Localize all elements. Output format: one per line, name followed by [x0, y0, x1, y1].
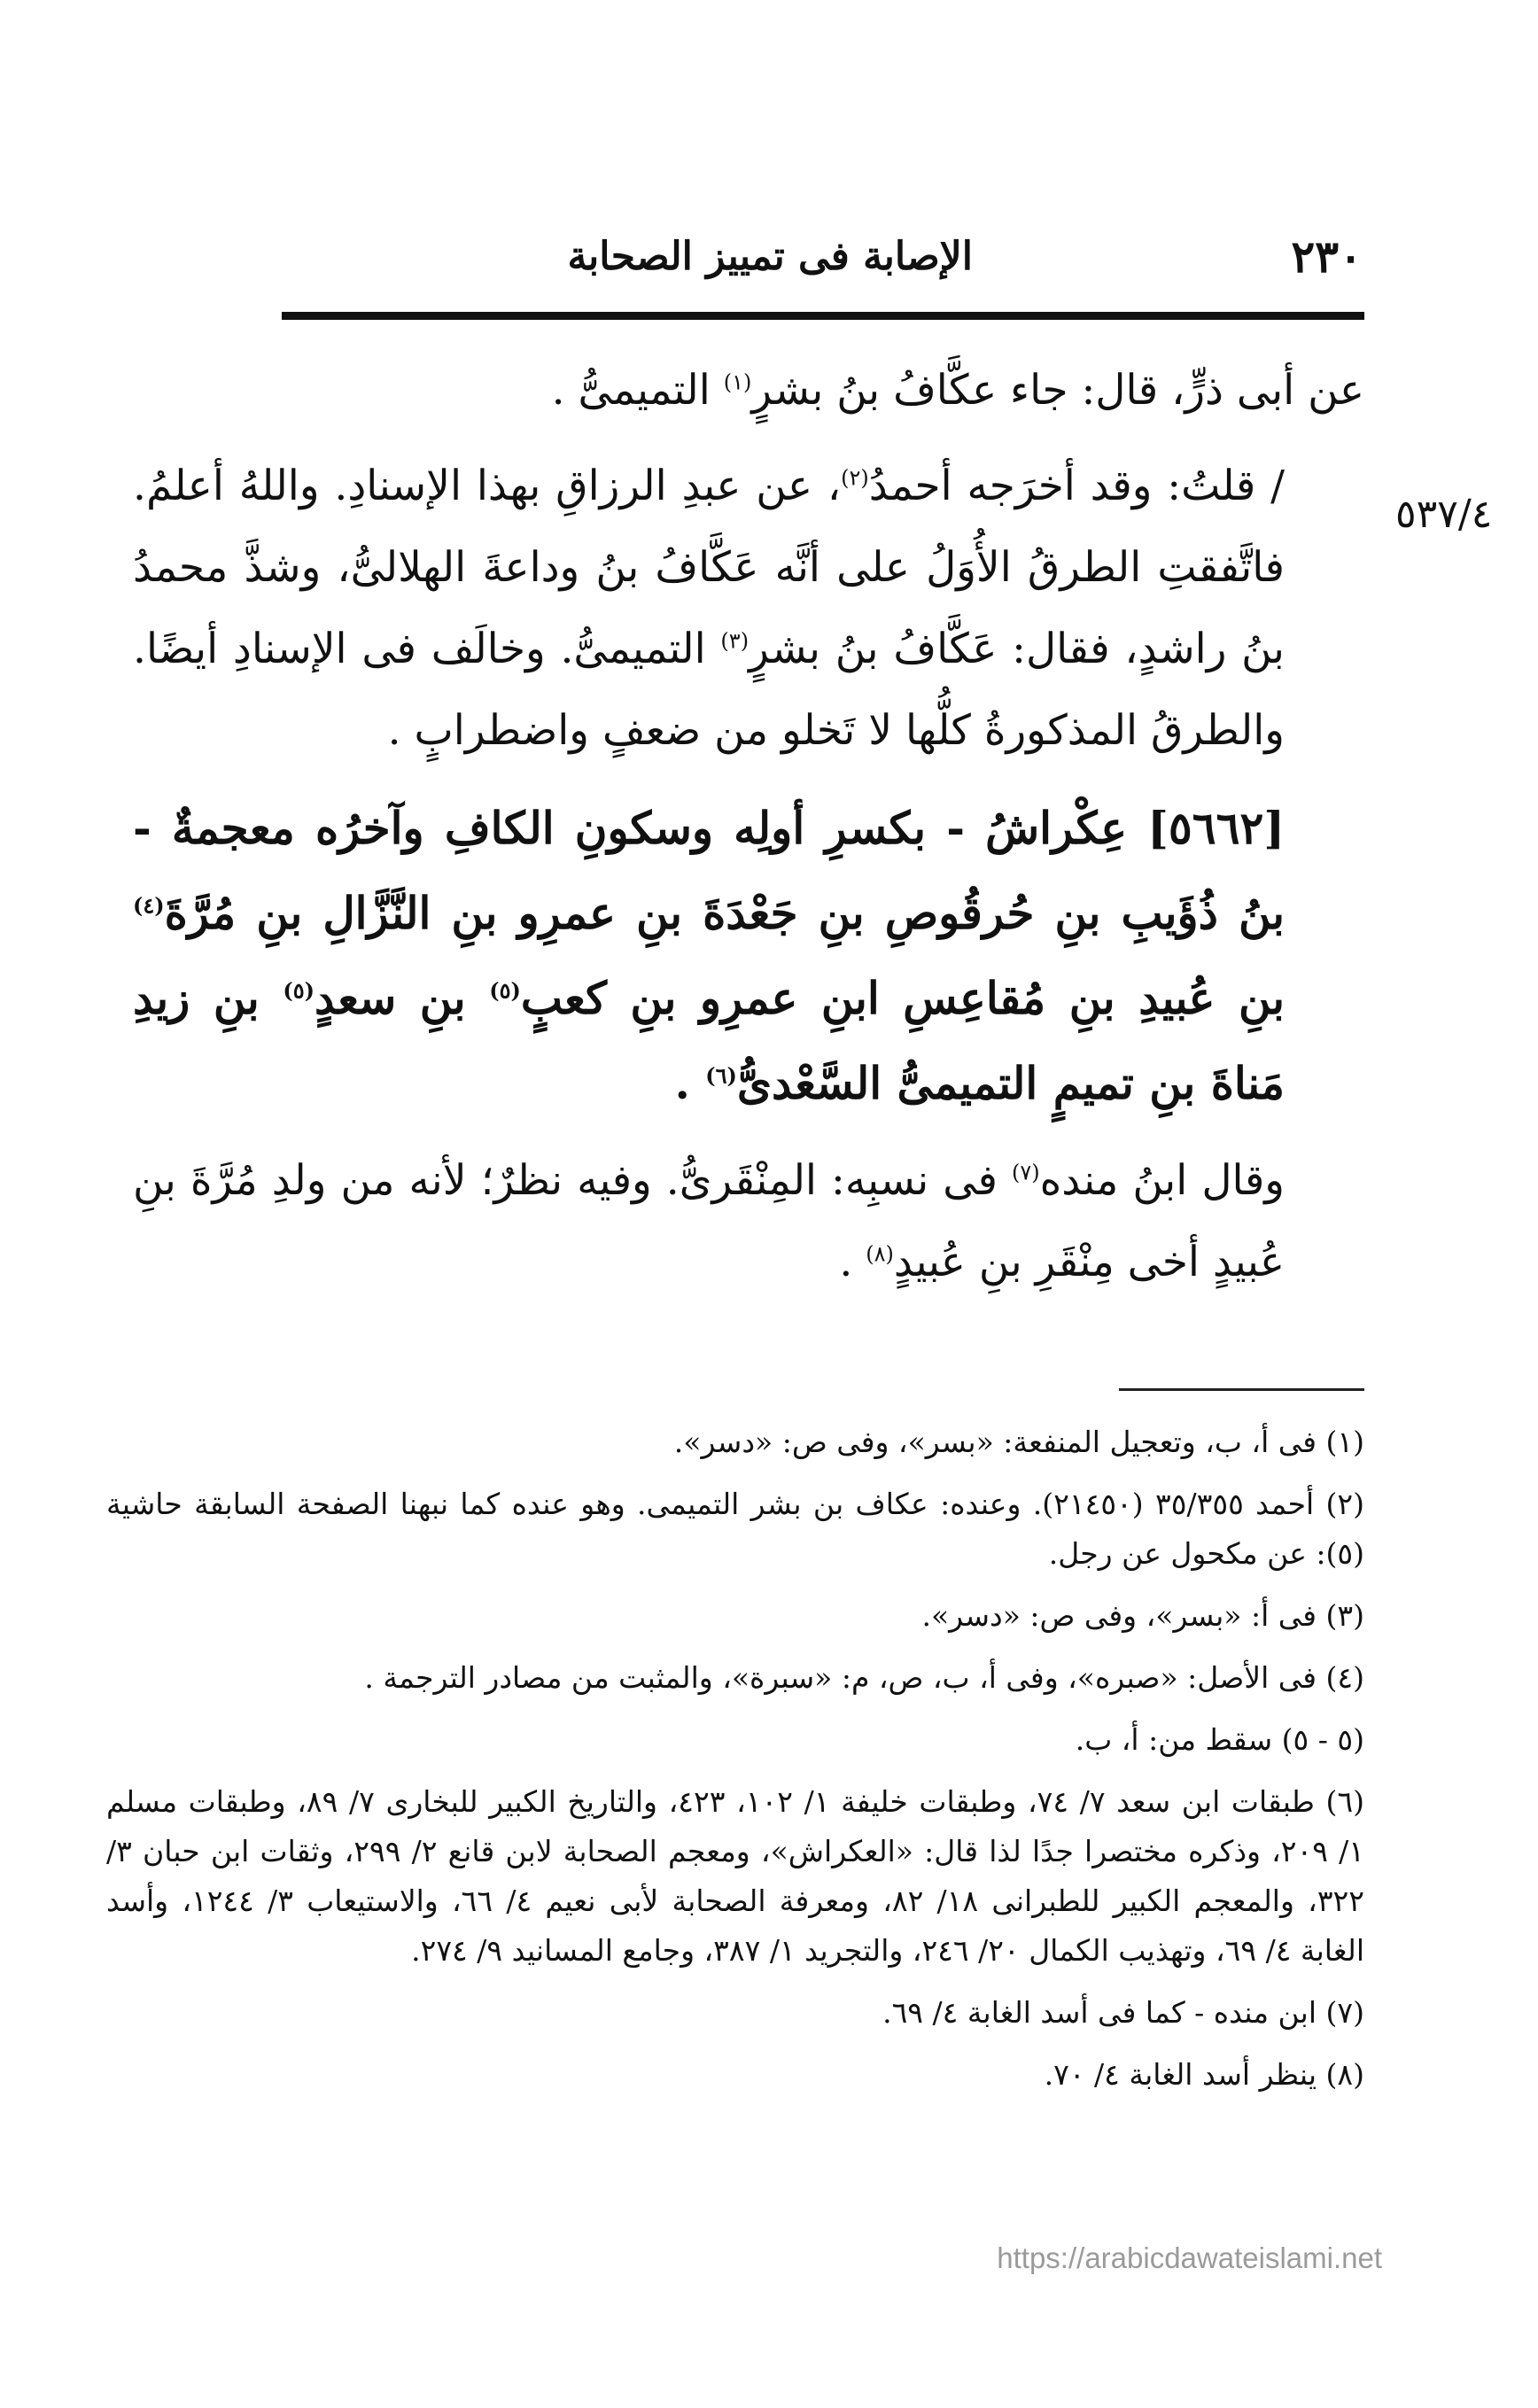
footnote-2: (٢) أحمد ٣٥/٣٥٥ (٢١٤٥٠). وعنده: عكاف بن بشر التميمى. وهو عنده كما نبهنا الصفحة السابقة حاشية (٥): عن مكحول عن رجل.	[106, 1487, 1364, 1571]
footnote-6: (٦) طبقات ابن سعد ٧/ ٧٤، وطبقات خليفة ١/ ١٠٢، ٤٢٣، والتاريخ الكبير للبخارى ٧/ ٨٩، وطبقات مسلم ١/ ٢٠٩، وذكره مختصرا جدًا لذا قال: «العكراش»، ومعجم الصحابة لابن قانع ٢/ ٢٩٩، وثقات ابن حبان ٣/ ٣٢٢، والمعجم الكبير للطبرانى ١٨/ ٨٢، ومعرفة الصحابة لأبى نعيم ٤/ ٦٦، والاستيعاب ٣/ ١٢٤٤، وأسد الغابة ٤/ ٦٩، وتهذيب الكمال ٢٠/ ٢٤٦، والتجريد ١/ ٣٨٧، وجامع المسانيد ٩/ ٢٧٤.	[106, 1784, 1365, 1968]
text-run: بنِ عُبيدِ بنِ مُقاعِسِ ابنِ عمرِو بنِ كعبٍ	[520, 972, 1285, 1024]
footnote-ref: (٧)	[1012, 1160, 1040, 1185]
text-run: التميمىُّ .	[551, 366, 724, 415]
footnote-4: (٤) فى الأصل: «صبره»، وفى أ، ب، ص، م: «سبرة»، والمثبت من مصادر الترجمة .	[364, 1660, 1364, 1695]
biography-entry-heading	[133, 786, 1364, 1126]
footnote-ref: (٦)	[705, 1062, 737, 1089]
text-run: ، عن عبدِ الرزاقِ بهذا الإسنادِ. واللهُ أعلمُ. فاتَّفقتِ الطرقُ الأُوَلُ على أنَّه عَكَّافُ بنُ وداعةَ الهلالىُّ، وشذَّ محمدُ بنُ راشدٍ، فقال: عَكَّافُ بنُ بشرٍ	[133, 462, 1285, 673]
footnote-5: (٥ - ٥) سقط من: أ، ب.	[1075, 1722, 1364, 1757]
text-run: التميمىُّ. وخالَف فى الإسنادِ أيضًا. والطرقُ المذكورةُ كلُّها لا تَخلو من ضعفٍ واضطرابٍ .	[133, 625, 1285, 755]
paragraph-comment	[133, 446, 1364, 772]
footnote-ref: (٢)	[841, 465, 869, 491]
watermark-url: https://arabicdawateislami.net	[997, 2241, 1382, 2274]
paragraph-hadith-end	[133, 350, 1364, 431]
footnote-7: (٧) ابن منده - كما فى أسد الغابة ٤/ ٦٩.	[882, 1995, 1364, 2030]
text-run: فى نسبِه: المِنْقَرىُّ. وفيه نظرٌ؛ لأنه من ولدِ مُرَّةَ بنِ عُبيدٍ أخى مِنْقَرِ بنِ عُبيدٍ	[133, 1156, 1285, 1286]
main-text	[133, 350, 1364, 1303]
footnote-ref: (٥)	[283, 977, 315, 1004]
footnote-1: (١) فى أ، ب، وتعجيل المنفعة: «بسر»، وفى ص: «دسر».	[673, 1425, 1364, 1459]
text-run: / قلتُ: وقد أخرَجه أحمدُ	[868, 462, 1285, 510]
text-run: وقال ابنُ منده	[1039, 1156, 1285, 1205]
footnote-8: (٨) ينظر أسد الغابة ٤/ ٧٠.	[1044, 2057, 1364, 2092]
text-run: عن أبى ذرٍّ، قال: جاء عكَّافُ بنُ بشرٍ	[751, 366, 1364, 415]
book-title: الإصابة فى تمييز الصحابة	[567, 234, 973, 279]
footnote-ref: (٣)	[720, 628, 750, 654]
page-header	[282, 230, 1363, 284]
text-run: بنِ زيدِ مَناةَ بنِ تميمٍ التميمىُّ السَّعْدىُّ	[133, 972, 1285, 1109]
margin-reference: ٥٣٧/٤	[1395, 492, 1493, 537]
text-run: .	[839, 1238, 866, 1286]
footnote-3: (٣) فى أ: «بسر»، وفى ص: «دسر».	[921, 1598, 1364, 1633]
footnote-ref: (٨)	[866, 1241, 894, 1267]
text-run: [٥٦٦٢] عِكْراشُ - بكسرِ أولِه وسكونِ الكافِ وآخرُه معجمةٌ - بنُ ذُؤَيبِ بنِ حُرقُوصِ بنِ جَعْدَةَ بنِ عمرِو بنِ النَّزَّالِ بنِ مُرَّةَ	[133, 802, 1285, 939]
paragraph-lineage-note	[133, 1140, 1364, 1303]
page-number: ٢٣٠	[1291, 230, 1363, 283]
text-run: بنِ سعدٍ	[314, 972, 490, 1024]
footnote-ref: (١)	[723, 369, 752, 395]
footnote-separator	[1119, 1388, 1364, 1391]
footnote-ref: (٤)	[133, 892, 165, 919]
header-rule	[282, 312, 1364, 320]
footnote-ref: (٥)	[489, 977, 521, 1004]
text-run: .	[674, 1057, 706, 1109]
footnotes	[106, 1418, 1364, 2112]
